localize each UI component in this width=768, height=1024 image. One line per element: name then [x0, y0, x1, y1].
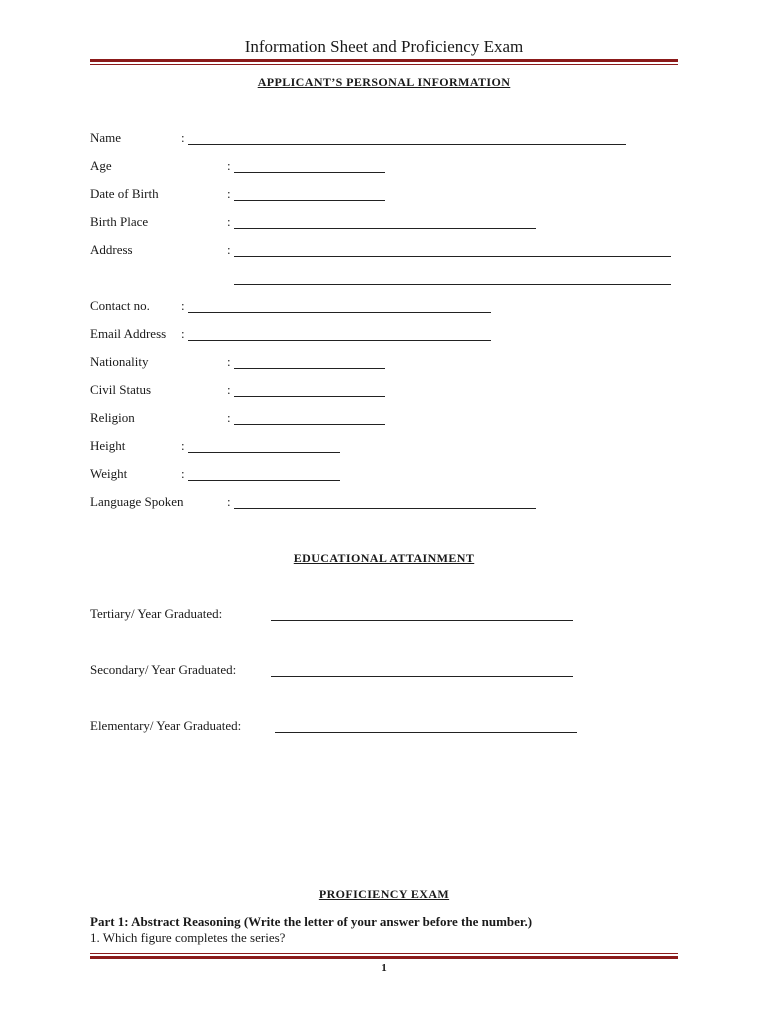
footer-rule-thin	[90, 953, 678, 954]
weight-label: Weight	[90, 466, 128, 481]
name-field[interactable]	[188, 144, 626, 145]
birth-place-field[interactable]	[234, 228, 536, 229]
religion-label: Religion	[90, 410, 135, 425]
header-rule-thick	[90, 59, 678, 62]
language-colon: :	[227, 494, 231, 509]
age-field[interactable]	[234, 172, 385, 173]
secondary-field[interactable]	[271, 676, 573, 677]
education-heading: EDUCATIONAL ATTAINMENT	[293, 551, 475, 565]
height-colon: :	[181, 438, 185, 453]
footer-rule-thick	[90, 956, 678, 959]
language-field[interactable]	[234, 508, 536, 509]
secondary-label: Secondary/ Year Graduated:	[90, 662, 237, 677]
name-label: Name	[90, 130, 122, 145]
document-title: Information Sheet and Proficiency Exam	[244, 37, 524, 56]
height-label: Height	[90, 438, 126, 453]
weight-colon: :	[181, 466, 185, 481]
age-label: Age	[90, 158, 112, 173]
header-rule-thin	[90, 64, 678, 65]
civil-status-colon: :	[227, 382, 231, 397]
nationality-field[interactable]	[234, 368, 385, 369]
address-field-line-2[interactable]	[234, 284, 671, 285]
tertiary-label: Tertiary/ Year Graduated:	[90, 606, 223, 621]
tertiary-field[interactable]	[271, 620, 573, 621]
question-1: 1. Which figure completes the series?	[90, 930, 286, 945]
language-label: Language Spoken	[90, 494, 184, 509]
contact-label: Contact no.	[90, 298, 150, 313]
email-colon: :	[181, 326, 185, 341]
part1-instructions: Part 1: Abstract Reasoning (Write the letter of your answer before the number.)	[90, 914, 533, 929]
height-field[interactable]	[188, 452, 340, 453]
proficiency-exam-heading: PROFICIENCY EXAM	[318, 887, 450, 901]
email-field[interactable]	[188, 340, 491, 341]
age-colon: :	[227, 158, 231, 173]
contact-field[interactable]	[188, 312, 491, 313]
page-number: 1	[381, 962, 387, 974]
address-label: Address	[90, 242, 133, 257]
address-field-line-1[interactable]	[234, 256, 671, 257]
weight-field[interactable]	[188, 480, 340, 481]
dob-field[interactable]	[234, 200, 385, 201]
civil-status-label: Civil Status	[90, 382, 152, 397]
birth-place-colon: :	[227, 214, 231, 229]
address-colon: :	[227, 242, 231, 257]
nationality-label: Nationality	[90, 354, 149, 369]
dob-label: Date of Birth	[90, 186, 159, 201]
elementary-label: Elementary/ Year Graduated:	[90, 718, 242, 733]
nationality-colon: :	[227, 354, 231, 369]
religion-colon: :	[227, 410, 231, 425]
email-label: Email Address	[90, 326, 167, 341]
religion-field[interactable]	[234, 424, 385, 425]
civil-status-field[interactable]	[234, 396, 385, 397]
contact-colon: :	[181, 298, 185, 313]
birth-place-label: Birth Place	[90, 214, 149, 229]
name-colon: :	[181, 130, 185, 145]
elementary-field[interactable]	[275, 732, 577, 733]
personal-info-heading: APPLICANT’S PERSONAL INFORMATION	[257, 75, 511, 89]
dob-colon: :	[227, 186, 231, 201]
